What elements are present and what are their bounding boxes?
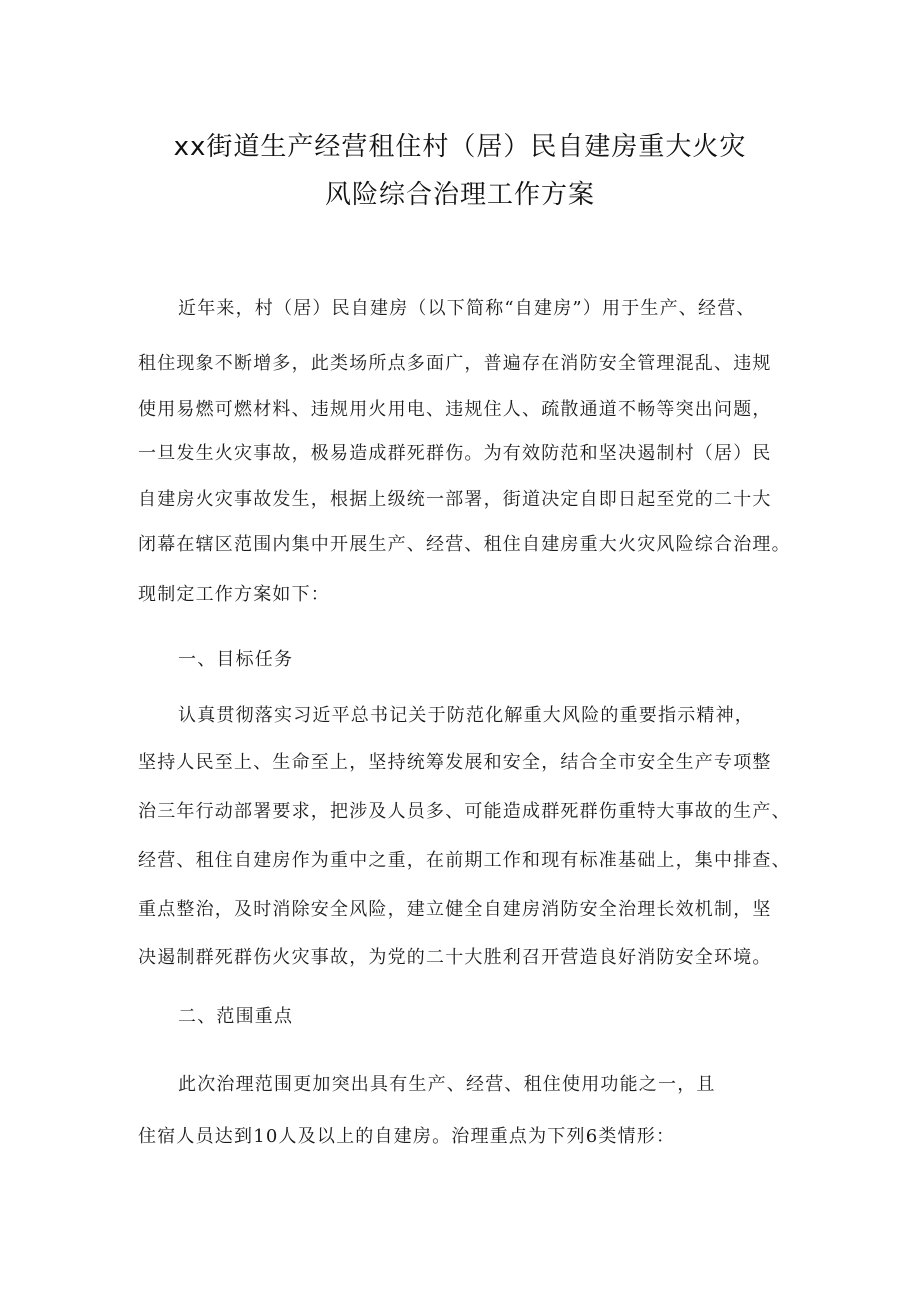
- document-title-line-2: 风险综合治理工作方案: [324, 180, 595, 210]
- intro-line: 现制定工作方案如下：: [138, 584, 330, 605]
- section1-line: 经营、租住自建房作为重中之重，在前期工作和现有标准基础上，集中排查、: [138, 850, 791, 871]
- intro-line: 一旦发生火灾事故，极易造成群死群伤。为有效防范和坚决遏制村（居）民: [138, 443, 772, 464]
- intro-line: 闭幕在辖区范围内集中开展生产、经营、租住自建房重大火灾风险综合治理。: [138, 534, 791, 555]
- intro-line: 近年来，村（居）民自建房（以下简称“自建房”）用于生产、经营、: [178, 298, 756, 319]
- intro-line: 自建房火灾事故发生，根据上级统一部署，街道决定自即日起至党的二十大: [138, 489, 772, 510]
- section1-line: 坚持人民至上、生命至上，坚持统筹发展和安全，结合全市安全生产专项整: [138, 752, 772, 773]
- document-title-line-1: xx街道生产经营租住村（居）民自建房重大火灾: [173, 132, 747, 162]
- section1-line: 治三年行动部署要求，把涉及人员多、可能造成群死群伤重特大事故的生产、: [138, 801, 791, 822]
- intro-line: 租住现象不断增多，此类场所点多面广，普遍存在消防安全管理混乱、违规: [138, 353, 772, 374]
- section1-line: 认真贯彻落实习近平总书记关于防范化解重大风险的重要指示精神，: [178, 705, 754, 726]
- section-heading-targets: 一、目标任务: [178, 649, 294, 670]
- section-heading-scope: 二、范围重点: [178, 1006, 294, 1027]
- section2-line: 此次治理范围更加突出具有生产、经营、租住使用功能之一，且: [178, 1074, 716, 1095]
- section1-line: 重点整治，及时消除安全风险，建立健全自建房消防安全治理长效机制，坚: [138, 899, 772, 920]
- intro-line: 使用易燃可燃材料、违规用火用电、违规住人、疏散通道不畅等突出问题，: [138, 399, 772, 420]
- section1-line: 决遏制群死群伤火灾事故，为党的二十大胜利召开营造良好消防安全环境。: [138, 947, 772, 968]
- section2-line: 住宿人员达到10人及以上的自建房。治理重点为下列6类情形：: [138, 1126, 676, 1147]
